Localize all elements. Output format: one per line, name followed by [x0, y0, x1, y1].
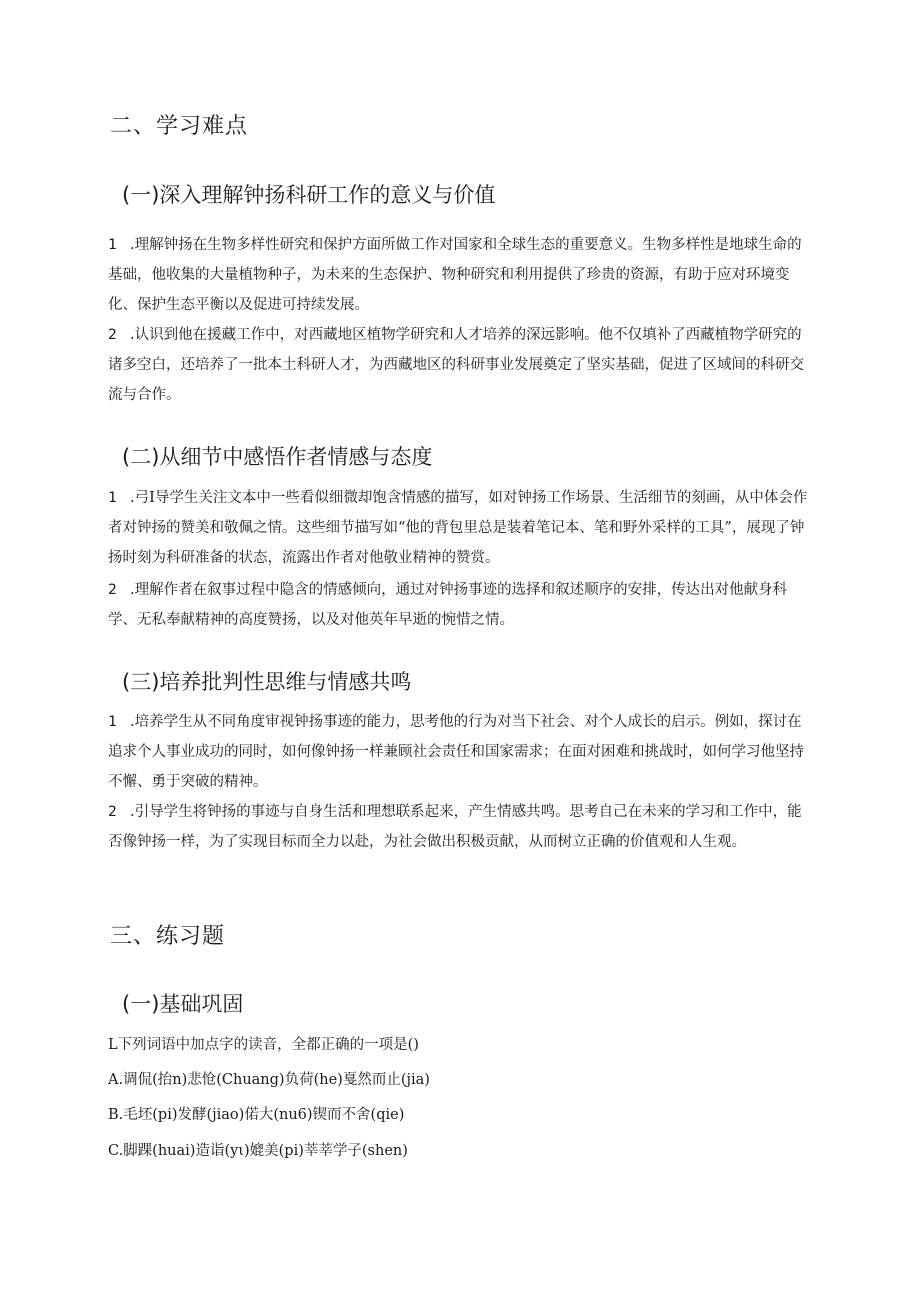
list-item — [108, 320, 813, 410]
option-b: B.毛坯(pi)发酵(jiao)偌大(nu6)锲而不舍(qie) — [108, 1107, 405, 1123]
subheading-critical-thinking: (三)培养批判性思维与情感共鸣 — [122, 670, 412, 694]
heading-learning-difficulties: 二、学习难点 — [110, 114, 249, 139]
item-number: 1 — [108, 237, 117, 253]
subheading-research-significance: (一)深入理解钟扬科研工作的意义与价值 — [122, 183, 496, 207]
item-number: 1 — [108, 490, 117, 506]
item-text: .认识到他在援藏工作中，对西藏地区植物学研究和人才培养的深远影响。他不仅填补了西藏植物学研究的诸多空白，还培养了一批本土科研人才，为西藏地区的科研事业发展奠定了坚实基础，促进了区域间的科研交流与合作。 — [108, 327, 804, 403]
subheading-basic-consolidation: (一)基础巩固 — [122, 992, 244, 1016]
list-item — [108, 707, 813, 797]
item-number: 2 — [108, 327, 117, 343]
heading-exercises: 三、练习题 — [110, 924, 226, 949]
item-number: 2 — [108, 582, 117, 598]
list-item — [108, 575, 813, 635]
item-text: .理解钟扬在生物多样性研究和保护方面所做工作对国家和全球生态的重要意义。生物多样性是地球生命的基础，他收集的大量植物种子，为未来的生态保护、物种研究和利用提供了珍贵的资源，有助于应对环境变化、保护生态平衡以及促进可持续发展。 — [108, 237, 802, 313]
question-text: L下列词语中加点字的读音，全都正确的一项是() — [108, 1037, 419, 1053]
item-text: .弓I导学生关注文本中一些看似细微却饱含情感的描写，如对钟扬工作场景、生活细节的刻画，从中体会作者对钟扬的赞美和敬佩之情。这些细节描写如“他的背包里总是装着笔记本、笔和野外采样的工具”，展现了钟扬时刻为科研准备的状态，流露出作者对他敬业精神的赞赏。 — [108, 490, 808, 566]
list-item — [108, 483, 813, 573]
item-text: .理解作者在叙事过程中隐含的情感倾向，通过对钟扬事迹的选择和叙述顺序的安排，传达出对他献身科学、无私奉献精神的高度赞扬，以及对他英年早逝的惋惜之情。 — [108, 582, 788, 628]
subheading-author-emotion: (二)从细节中感悟作者情感与态度 — [122, 445, 433, 469]
option-a: A.调侃(抬n)悲怆(Chuang)负荷(he)戛然而止(jia) — [108, 1072, 430, 1088]
option-c: C.脚踝(huai)造诣(yι)媲美(pi)莘莘学子(shen) — [108, 1143, 408, 1159]
list-item — [108, 230, 813, 320]
item-number: 2 — [108, 804, 117, 820]
item-number: 1 — [108, 714, 117, 730]
item-text: .引导学生将钟扬的事迹与自身生活和理想联系起来，产生情感共鸣。思考自己在未来的学习和工作中，能否像钟扬一样，为了实现目标而全力以赴，为社会做出积极贡献，从而树立正确的价值观和人生观。 — [108, 804, 802, 850]
list-item — [108, 797, 813, 857]
item-text: .培养学生从不同角度审视钟扬事迹的能力，思考他的行为对当下社会、对个人成长的启示。例如，探讨在追求个人事业成功的同时，如何像钟扬一样兼顾社会责任和国家需求；在面对困难和挑战时，如何学习他坚持不懈、勇于突破的精神。 — [108, 714, 804, 790]
